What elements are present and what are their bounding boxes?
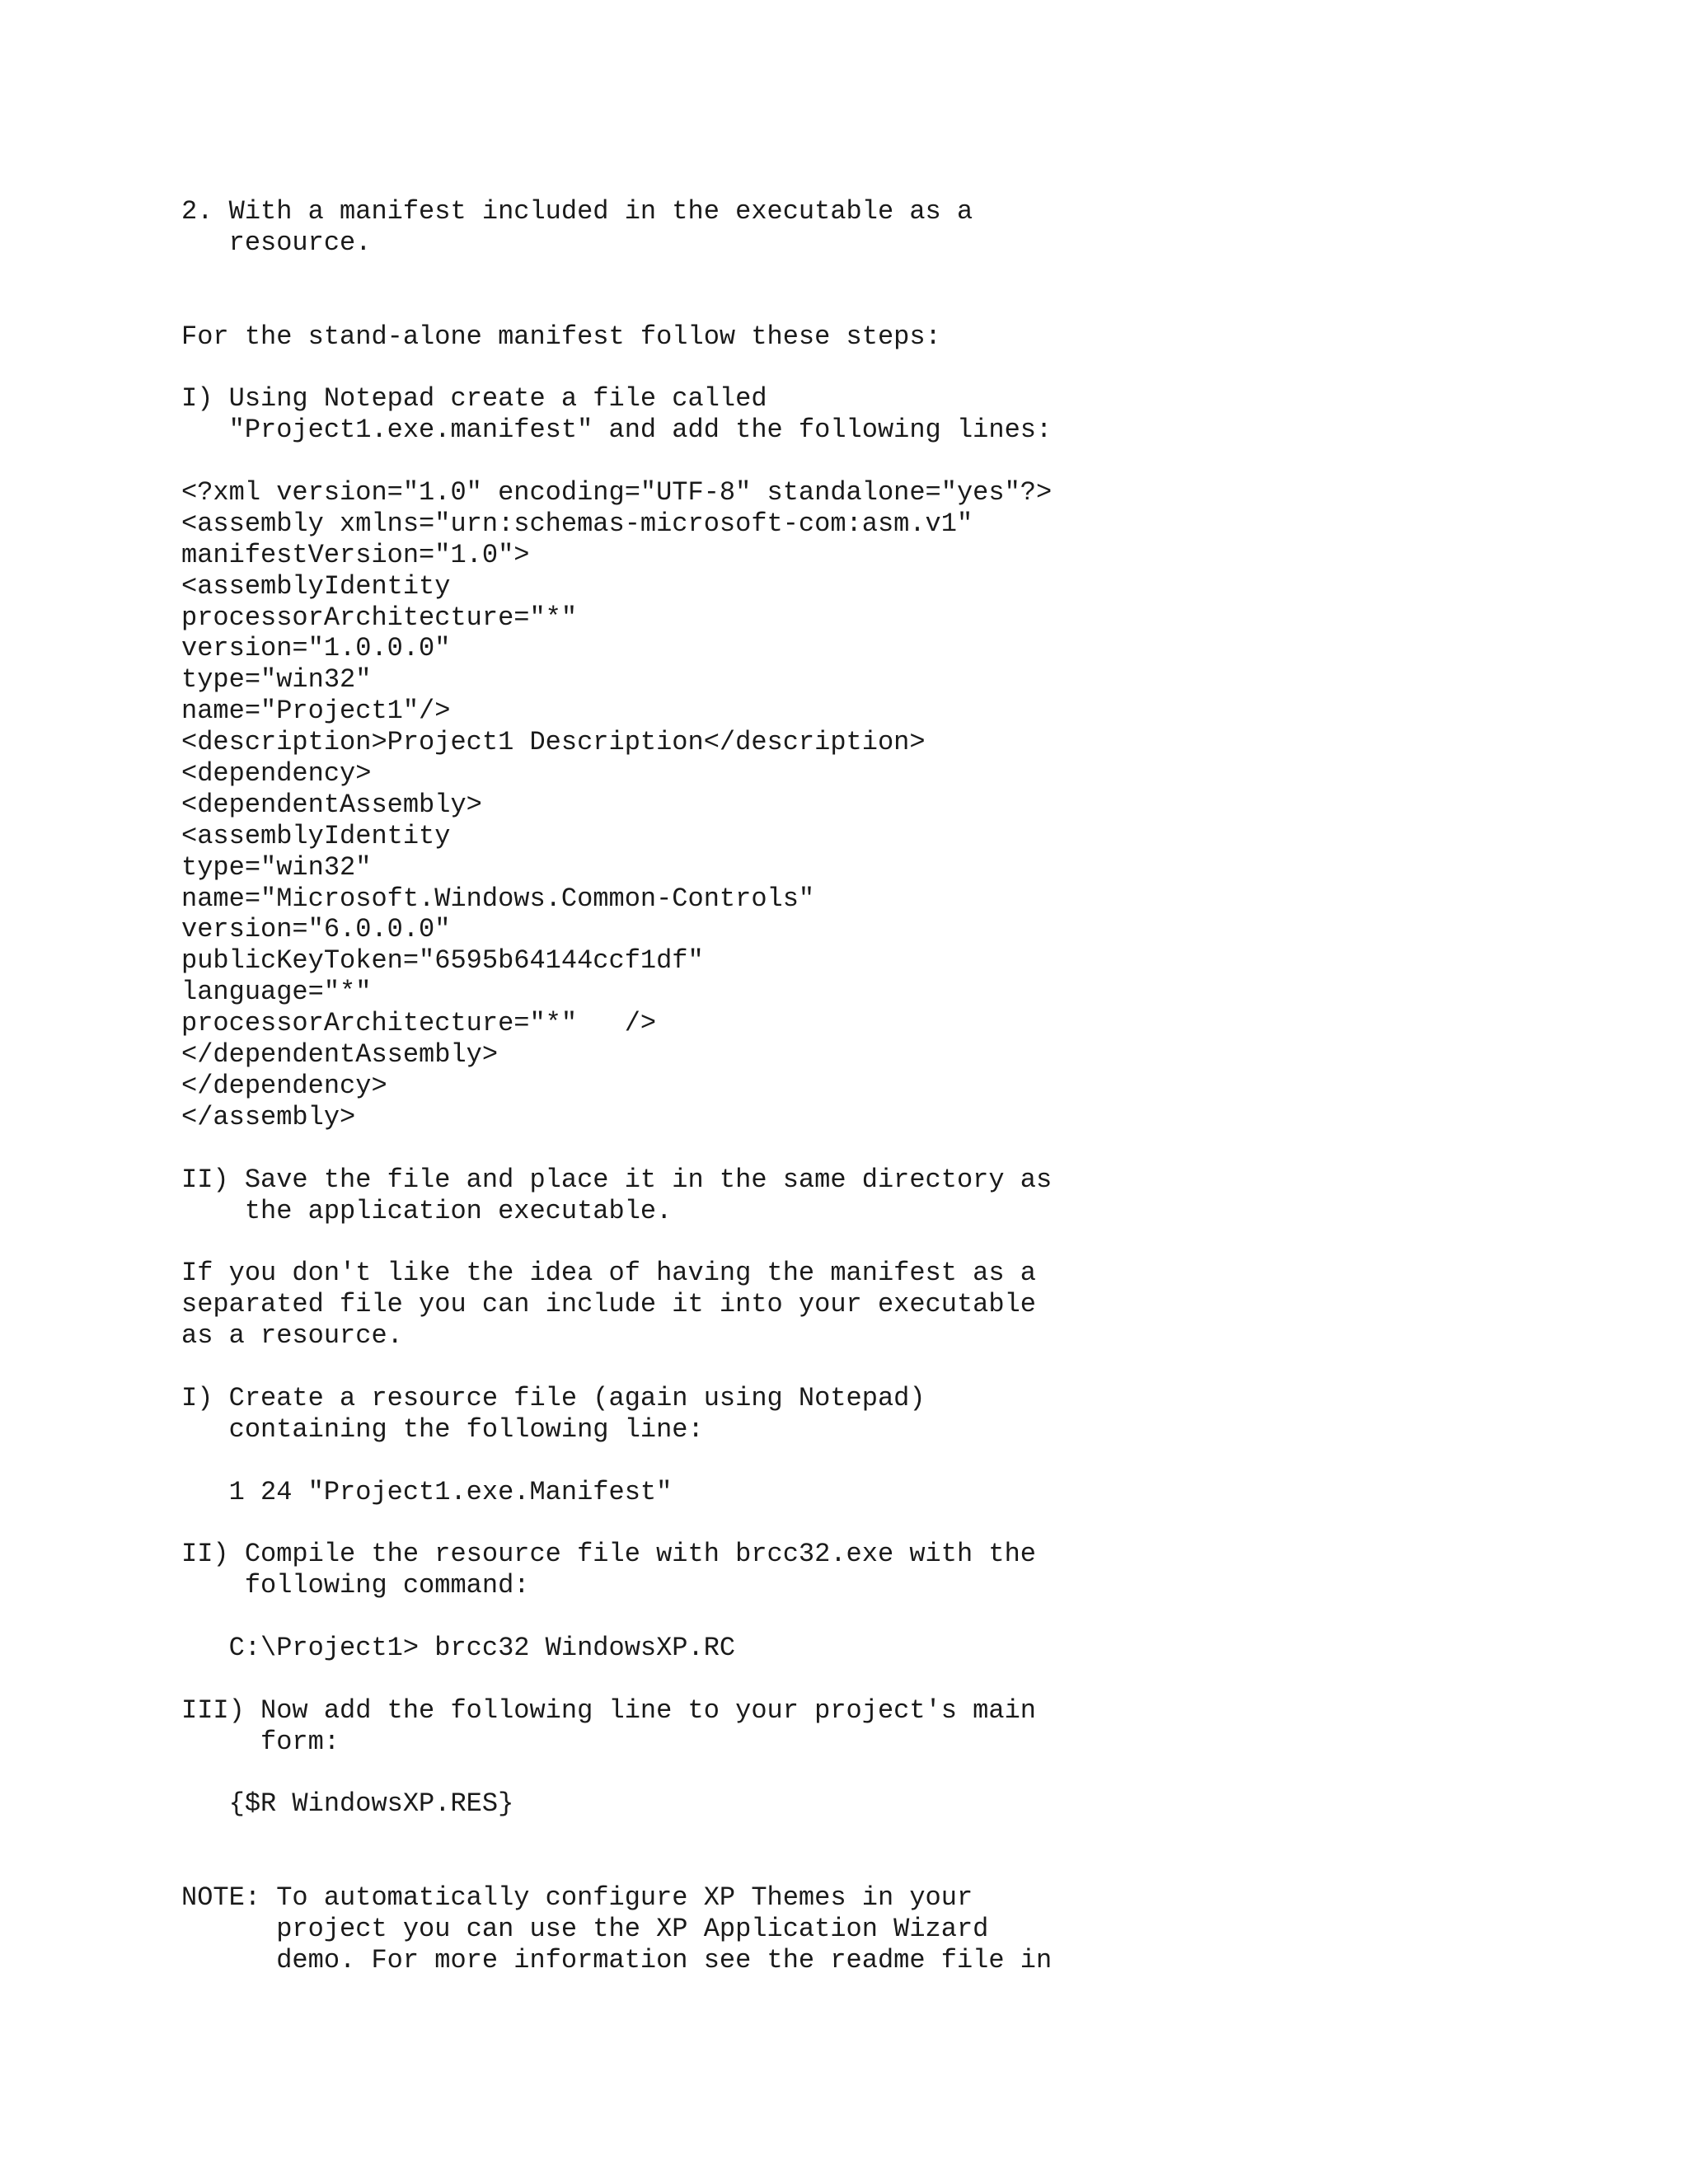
document-line: resource. xyxy=(181,227,372,258)
document-line: <dependentAssembly> xyxy=(181,789,482,820)
document-line xyxy=(181,1133,1052,1165)
document-line: 1 24 "Project1.exe.Manifest" xyxy=(181,1476,673,1507)
document-line xyxy=(181,259,1052,290)
document-line xyxy=(181,446,1052,477)
document-line: as a resource. xyxy=(181,1320,403,1352)
document-line xyxy=(181,1664,1052,1695)
document-line: II) Compile the resource file with brcc32.exe with the xyxy=(181,1539,1036,1570)
document-line: I) Create a resource file (again using Notepad) xyxy=(181,1382,926,1413)
document-line: publicKeyToken="6595b64144ccf1df" xyxy=(181,945,704,977)
document-line: type="win32" xyxy=(181,851,372,883)
document-line xyxy=(181,1446,1052,1477)
document-line: C:\Project1> brcc32 WindowsXP.RC xyxy=(181,1632,736,1663)
document-line: type="win32" xyxy=(181,664,372,696)
document-line: <assemblyIdentity xyxy=(181,820,451,851)
document-line: </assembly> xyxy=(181,1101,356,1132)
document-line: separated file you can include it into your executable xyxy=(181,1289,1036,1320)
document-line: 2. With a manifest included in the executable as a xyxy=(181,196,973,227)
document-line: {$R WindowsXP.RES} xyxy=(181,1788,514,1820)
document-line xyxy=(181,1352,1052,1383)
document-line: <?xml version="1.0" encoding="UTF-8" standalone="yes"?> xyxy=(181,477,1053,509)
document-line: form: xyxy=(181,1726,340,1757)
document-line: version="6.0.0.0" xyxy=(181,914,451,945)
document-line: For the stand-alone manifest follow these steps: xyxy=(181,321,941,352)
document-line: demo. For more information see the readme file in xyxy=(181,1944,1053,1975)
document-line: version="1.0.0.0" xyxy=(181,633,451,664)
document-line xyxy=(181,1851,1052,1882)
document-body xyxy=(181,196,1052,1976)
document-line: <assemblyIdentity xyxy=(181,570,451,602)
document-line: <assembly xmlns="urn:schemas-microsoft-com:asm.v1" xyxy=(181,508,973,539)
document-line: following command: xyxy=(181,1570,530,1601)
document-line: III) Now add the following line to your project's main xyxy=(181,1694,1036,1726)
document-line: NOTE: To automatically configure XP Themes in your xyxy=(181,1882,973,1914)
document-line xyxy=(181,1758,1052,1789)
document-line xyxy=(181,290,1052,321)
document-line: "Project1.exe.manifest" and add the following lines: xyxy=(181,415,1053,446)
document-line: If you don't like the idea of having the manifest as a xyxy=(181,1258,1036,1289)
document-line: </dependency> xyxy=(181,1070,387,1101)
document-line xyxy=(181,1601,1052,1633)
document-line: containing the following line: xyxy=(181,1413,704,1445)
document-line: processorArchitecture="*" xyxy=(181,602,578,633)
document-line: name="Project1"/> xyxy=(181,696,451,727)
document-line: </dependentAssembly> xyxy=(181,1039,499,1071)
document-line xyxy=(181,1226,1052,1258)
document-line: <description>Project1 Description</description> xyxy=(181,727,926,758)
document-line: II) Save the file and place it in the same directory as xyxy=(181,1164,1053,1195)
document-line xyxy=(181,1507,1052,1539)
document-line: I) Using Notepad create a file called xyxy=(181,383,767,415)
document-line: <dependency> xyxy=(181,758,372,790)
document-line: the application executable. xyxy=(181,1195,673,1226)
document-line: language="*" xyxy=(181,977,372,1008)
document-line: processorArchitecture="*" /> xyxy=(181,1008,657,1039)
document-line xyxy=(181,352,1052,383)
document-line xyxy=(181,1820,1052,1851)
document-line: manifestVersion="1.0"> xyxy=(181,539,530,570)
document-line: name="Microsoft.Windows.Common-Controls" xyxy=(181,883,815,914)
document-line: project you can use the XP Application Wizard xyxy=(181,1913,989,1944)
